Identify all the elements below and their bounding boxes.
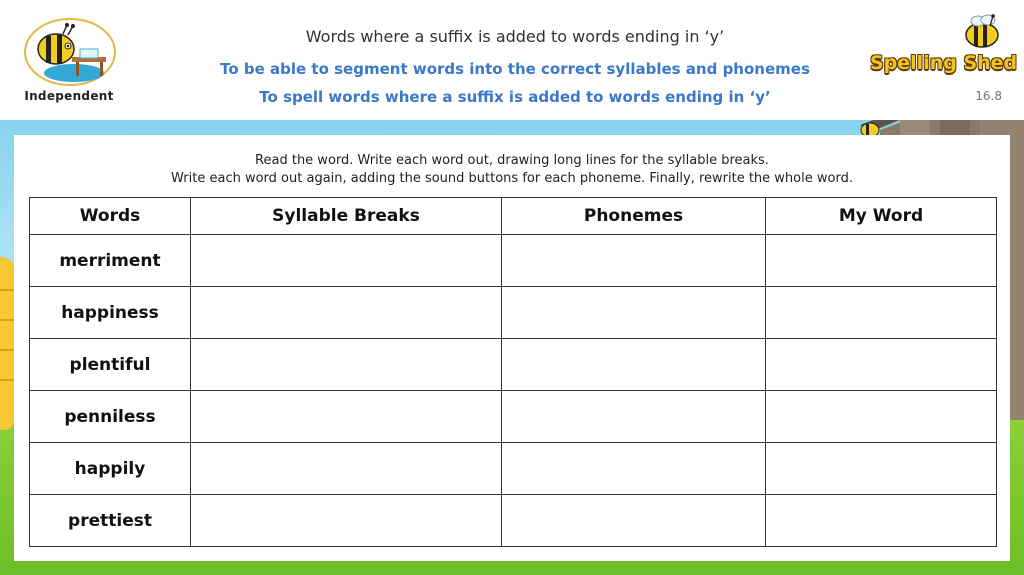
word-cell: prettiest — [30, 495, 191, 547]
table-row — [30, 391, 997, 443]
syllable-breaks-cell[interactable] — [191, 391, 502, 443]
phonemes-cell[interactable] — [502, 235, 766, 287]
my-word-cell[interactable] — [766, 235, 997, 287]
lesson-code: 16.8 — [975, 89, 1002, 103]
phonemes-cell[interactable] — [502, 339, 766, 391]
phonemes-cell[interactable] — [502, 495, 766, 547]
word-cell: penniless — [30, 391, 191, 443]
my-word-cell[interactable] — [766, 443, 997, 495]
word-cell: merriment — [30, 235, 191, 287]
phonemes-cell[interactable] — [502, 287, 766, 339]
instructions — [14, 152, 1010, 188]
syllable-breaks-cell[interactable] — [191, 339, 502, 391]
column-header-syllable-breaks: Syllable Breaks — [191, 198, 502, 235]
table-row — [30, 443, 997, 495]
learning-objective: To spell words where a suffix is added to words ending in ‘y’ — [259, 88, 771, 106]
learning-objective: To be able to segment words into the correct syllables and phonemes — [220, 60, 810, 78]
phonemes-cell[interactable] — [502, 443, 766, 495]
table-header-row — [30, 198, 997, 235]
syllable-breaks-cell[interactable] — [191, 443, 502, 495]
my-word-cell[interactable] — [766, 495, 997, 547]
column-header-my-word: My Word — [766, 198, 997, 235]
table-row — [30, 287, 997, 339]
syllable-breaks-cell[interactable] — [191, 495, 502, 547]
word-table — [29, 197, 997, 547]
my-word-cell[interactable] — [766, 287, 997, 339]
table-row — [30, 339, 997, 391]
worksheet-panel — [14, 135, 1010, 561]
bee-at-desk-icon — [22, 17, 118, 87]
page-title: Words where a suffix is added to words ending in ‘y’ — [305, 27, 725, 46]
page-header — [0, 0, 1024, 120]
syllable-breaks-cell[interactable] — [191, 235, 502, 287]
syllable-breaks-cell[interactable] — [191, 287, 502, 339]
table-row — [30, 495, 997, 547]
word-cell: plentiful — [30, 339, 191, 391]
level-label: Independent — [24, 89, 114, 103]
my-word-cell[interactable] — [766, 339, 997, 391]
word-cell: happily — [30, 443, 191, 495]
instruction-line: Write each word out again, adding the sound buttons for each phoneme. Finally, rewrite the whole word. — [171, 171, 853, 186]
brand-logo — [870, 8, 1018, 78]
table-row — [30, 235, 997, 287]
my-word-cell[interactable] — [766, 391, 997, 443]
phonemes-cell[interactable] — [502, 391, 766, 443]
column-header-phonemes: Phonemes — [502, 198, 766, 235]
bee-logo-icon — [870, 8, 1010, 54]
brand-name: Spelling Shed — [870, 52, 1018, 74]
column-header-words: Words — [30, 198, 191, 235]
word-cell: happiness — [30, 287, 191, 339]
instruction-line: Read the word. Write each word out, drawing long lines for the syllable breaks. — [255, 153, 769, 168]
